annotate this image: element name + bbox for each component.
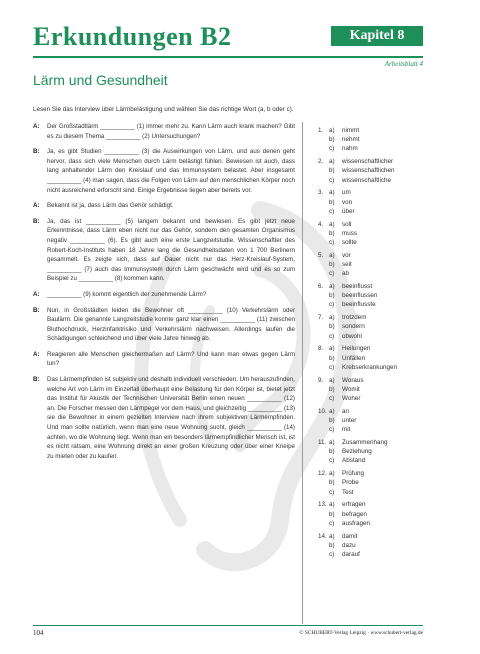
option-word: mit [342, 426, 351, 434]
question-number: 14. [318, 532, 327, 540]
question-number: 9. [318, 376, 324, 384]
option-letter: c) [329, 395, 335, 403]
option-word: nehmt [342, 136, 360, 144]
option-word: Zusammenhang [342, 439, 388, 447]
option-letter: c) [329, 426, 335, 434]
dialog-text: Bekannt ist ja, dass Lärm das Gehör schädigt. [47, 202, 174, 210]
option-letter: c) [329, 332, 335, 340]
option-letter: b) [329, 198, 335, 206]
dialog-text: __________ (9) kommt eigentlich der zunehmende Lärm? [47, 290, 207, 298]
option-word: wissenschaftliche [342, 176, 391, 184]
speaker-label: A: [33, 290, 40, 298]
speaker-label: B: [33, 306, 40, 314]
option-word: vor [342, 251, 351, 259]
option-letter: c) [329, 145, 335, 153]
option-letter: b) [329, 323, 335, 331]
option-word: Womit [342, 385, 360, 393]
option-letter: c) [329, 239, 335, 247]
speaker-label: A: [33, 123, 40, 130]
option-word: Abstand [342, 457, 366, 465]
question-number: 3. [318, 189, 324, 197]
question-number: 11. [318, 439, 327, 447]
page-header [33, 22, 423, 56]
option-word: an [342, 407, 350, 415]
option-word: ab [342, 270, 350, 278]
book-title: Erkundungen B2 [33, 22, 232, 51]
speaker-label: A: [33, 350, 40, 358]
option-letter: a) [329, 501, 335, 509]
option-letter: a) [329, 439, 335, 447]
section-title: Lärm und Gesundheit [33, 72, 168, 88]
option-letter: a) [329, 314, 335, 322]
interview-text [33, 122, 295, 467]
option-word: nimmt [342, 127, 360, 134]
option-group-11 [318, 438, 428, 466]
question-number: 1. [318, 127, 324, 134]
option-group-3 [318, 188, 428, 216]
speaker-label: A: [33, 202, 40, 210]
option-word: Heilungen [342, 345, 371, 353]
option-letter: c) [329, 488, 335, 496]
option-word: sollte [342, 239, 357, 247]
column-divider [302, 122, 303, 624]
dialog-text: Reagieren alle Menschen gleichermaßen auf Lärm? Und kann man etwas gegen Lärm tun? [47, 350, 295, 368]
option-letter: a) [329, 220, 335, 228]
dialog-text: Der Großstadtlärm __________ (1) immer mehr zu. Kann Lärm auch krank machen? Gibt es zu diesem Thema __________ (2) Untersuchungen? [47, 123, 295, 140]
option-word: damit [342, 532, 358, 540]
option-group-8 [318, 344, 428, 372]
option-letter: b) [329, 541, 335, 549]
option-word: soll [342, 220, 352, 228]
speaker-label: B: [33, 376, 40, 384]
option-letter: a) [329, 158, 335, 166]
dialog-text: Ja, das ist __________ (5) langem bekannt und bewiesen. Es gibt jetzt neue Erkenntnisse, dass Lärm eben nicht nur das Gehör, sondern den gesamten Organismus negativ __________ (6). Es gibt auch eine erste Langzeitstudie. Wissenschaftler des Robert-Koch-Instituts haben 18 Jahre lang die Gesundheitsdaten von 1 700 Berlinern gesammelt. Es zeigte sich, dass auf Dauer nicht nur das Herz-Kreislauf-System, __________ (7) auch das Immunsystem durch Lärm geschwächt wird und es so zum Beispiel zu __________ (8) kommen kann. [47, 217, 295, 283]
dialog-turn [33, 201, 295, 211]
dialog-turn [33, 217, 295, 284]
option-word: erfragen [342, 501, 366, 509]
option-word: nahm [342, 145, 358, 153]
option-letter: b) [329, 167, 335, 175]
option-word: seit [342, 261, 352, 269]
exercise-instruction: Lesen Sie das Interview über Lärmbelästigung und wählen Sie das richtige Wort (a, b oder c). [33, 106, 294, 113]
speaker-label: B: [33, 148, 40, 156]
option-word: Unfällen [342, 354, 366, 362]
option-word: obwohl [342, 332, 362, 340]
option-letter: b) [329, 292, 335, 300]
question-number: 8. [318, 345, 324, 353]
option-group-1 [318, 126, 428, 154]
option-letter: b) [329, 448, 335, 456]
option-letter: b) [329, 136, 335, 144]
option-word: Probe [342, 479, 359, 487]
option-word: Test [342, 488, 354, 496]
option-letter: a) [329, 407, 335, 415]
dialog-text: Nun, in Großstädten leiden die Bewohner oft __________ (10) Verkehrslärm oder Baulärm. Die genannte Langzeitstudie konnte ganz klar einen __________ (11) zwischen Bluthochdruck, Herzinfarktrisiko und Verkehrslärm nachweisen. Allerdings laufen die Schädigungen schleichend und über viele Jahre hinweg ab. [47, 306, 295, 343]
option-word: unter [342, 417, 357, 425]
worksheet-label: Arbeitsblatt 4 [384, 60, 423, 68]
option-letter: b) [329, 417, 335, 425]
option-letter: c) [329, 551, 335, 559]
option-word: beeinflussen [342, 292, 378, 300]
option-word: trotzdem [342, 314, 367, 322]
option-group-10 [318, 407, 428, 435]
option-letter: b) [329, 385, 335, 393]
dialog-turn [33, 350, 295, 369]
option-word: Krebserkrankungen [342, 363, 397, 371]
option-group-13 [318, 500, 428, 528]
option-group-6 [318, 282, 428, 310]
option-group-14 [318, 532, 428, 560]
option-word: Woher [342, 395, 361, 403]
dialog-turn [33, 290, 295, 300]
option-letter: b) [329, 479, 335, 487]
dialog-text: Das Lärmempfinden ist subjektiv und deshalb individuell verschieden. Um herauszufinden, welche Art von Lärm im Einzelfall überhaupt eine Belastung für den Körper ist, bietet jetzt das Institut für Akustik der Technischen Universität Berlin einen neuen __________ (12) an. Die Forscher messen den Lärmpegel vor dem Haus, und gleichzeitig __________ (13) sie die Bewohner in einem gezielten Interview nach ihrem subjektiven Lärmempfinden. Und man sollte natürlich, wenn man eine neue Wohnung sucht, gleich __________ (14) achten, wo die Wohnung liegt. Wenn man ein besonders lärmempfindlicher Mensch ist, ist es nicht ratsam, eine Wohnung direkt an einer großen Kreuzung oder über einer Kneipe zu mieten oder zu kaufen. [47, 376, 295, 460]
option-letter: b) [329, 229, 335, 237]
option-word: dazu [342, 541, 356, 549]
option-letter: c) [329, 176, 335, 184]
answer-options [318, 126, 428, 563]
question-number: 13. [318, 501, 327, 509]
option-word: Prüfung [342, 470, 365, 478]
question-number: 10. [318, 407, 327, 415]
dialog-turn [33, 375, 295, 461]
chapter-badge: Kapitel 8 [331, 26, 423, 46]
option-group-2 [318, 157, 428, 185]
publisher-credit: © SCHUBERT-Verlag Leipzig · www.schubert-verlag.de [299, 630, 423, 636]
option-letter: c) [329, 457, 335, 465]
option-letter: b) [329, 354, 335, 362]
option-word: befragen [342, 510, 367, 518]
option-letter: b) [329, 510, 335, 518]
question-number: 2. [318, 158, 324, 166]
option-word: muss [342, 229, 358, 237]
option-word: beeinflusst [342, 283, 373, 291]
speaker-label: B: [33, 217, 40, 225]
question-number: 4. [318, 220, 324, 228]
option-letter: c) [329, 301, 335, 309]
question-number: 6. [318, 283, 324, 291]
option-group-4 [318, 220, 428, 248]
page-number: 104 [33, 629, 44, 637]
option-letter: a) [329, 470, 335, 478]
dialog-text: Ja, es gibt Studien __________ (3) die Auswirkungen von Lärm, und aus denen geht hervor, dass sich viele Menschen durch Lärm belästigt fühlen. Bewiesen ist auch, dass lang anhaltender Lärm den Kreislauf und das Immunsystem belastet. Aber insgesamt __________ (4) man sagen, dass die Folgen von Lärm auf den menschlichen Körper noch nicht ausreichend erforscht sind. Einige Ergebnisse liegen aber bereits vor. [47, 148, 296, 194]
option-letter: c) [329, 519, 335, 527]
option-word: Beziehung [342, 448, 372, 456]
dialog-turn [33, 147, 295, 195]
dialog-turn [33, 306, 295, 344]
option-group-5 [318, 251, 428, 279]
option-word: wissenschaftlicher [342, 158, 394, 166]
option-letter: a) [329, 345, 335, 353]
option-letter: a) [329, 189, 335, 197]
option-word: ausfragen [342, 519, 371, 527]
option-word: über [342, 207, 355, 215]
option-word: sondern [342, 323, 365, 331]
option-group-9 [318, 376, 428, 404]
footer-rule [33, 625, 423, 626]
option-word: um [342, 189, 351, 197]
option-letter: a) [329, 127, 335, 134]
option-letter: a) [329, 251, 335, 259]
option-group-7 [318, 313, 428, 341]
option-word: Woraus [342, 376, 364, 384]
option-letter: a) [329, 532, 335, 540]
option-letter: b) [329, 261, 335, 269]
option-letter: c) [329, 270, 335, 278]
option-word: darauf [342, 551, 360, 559]
question-number: 5. [318, 251, 324, 259]
option-letter: c) [329, 207, 335, 215]
header-rule [33, 56, 423, 58]
option-word: von [342, 198, 353, 206]
option-group-12 [318, 469, 428, 497]
dialog-turn [33, 122, 295, 141]
option-word: wissenschaftlichen [342, 167, 395, 175]
option-letter: c) [329, 363, 335, 371]
option-letter: a) [329, 376, 335, 384]
question-number: 7. [318, 314, 324, 322]
option-word: beeinflusste [342, 301, 376, 309]
option-letter: a) [329, 283, 335, 291]
question-number: 12. [318, 470, 327, 478]
